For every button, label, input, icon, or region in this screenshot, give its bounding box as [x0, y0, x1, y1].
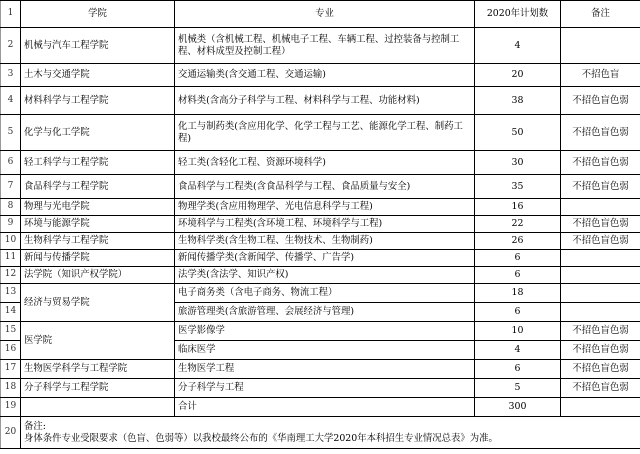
remark-cell [561, 284, 640, 303]
major-cell: 环境科学与工程类(含环境工程、环境科学与工程) [175, 216, 475, 233]
total-label: 合计 [175, 398, 475, 417]
row-number: 13 [1, 284, 21, 303]
table-row [1, 175, 640, 199]
remark-cell: 不招色盲色弱 [561, 175, 640, 199]
college-cell: 法学院（知识产权学院） [21, 267, 175, 284]
row-number: 6 [1, 151, 21, 175]
remark-cell: 不招色盲色弱 [561, 322, 640, 341]
row-number: 3 [1, 64, 21, 87]
remark-cell: 不招色盲色弱 [561, 233, 640, 250]
plan-cell: 10 [475, 322, 561, 341]
row-number: 10 [1, 233, 21, 250]
college-cell: 化学与化工学院 [21, 115, 175, 151]
major-cell: 生物医学工程 [175, 360, 475, 379]
college-cell: 新闻与传播学院 [21, 250, 175, 267]
table-row [1, 250, 640, 267]
major-cell: 医学影像学 [175, 322, 475, 341]
table-row [1, 360, 640, 379]
remark-cell: 不招色盲色弱 [561, 151, 640, 175]
college-cell [21, 398, 175, 417]
major-cell: 电子商务类（含电子商务、物流工程） [175, 284, 475, 303]
major-cell: 生物科学类(含生物工程、生物技术、生物制药) [175, 233, 475, 250]
row-number: 1 [1, 1, 21, 28]
row-number: 4 [1, 87, 21, 115]
college-cell: 分子科学与工程学院 [21, 379, 175, 398]
plan-cell: 22 [475, 216, 561, 233]
remark-cell [561, 267, 640, 284]
remark-cell [561, 199, 640, 216]
row-number: 17 [1, 360, 21, 379]
plan-cell: 38 [475, 87, 561, 115]
table-row [1, 151, 640, 175]
plan-cell: 20 [475, 64, 561, 87]
college-cell: 食品科学与工程学院 [21, 175, 175, 199]
major-cell: 化工与制药类(含应用化学、化学工程与工艺、能源化学工程、制药工程) [175, 115, 475, 151]
major-cell: 轻工类(含轻化工程、资源环境科学) [175, 151, 475, 175]
remark-cell: 不招色盲色弱 [561, 360, 640, 379]
header-row [1, 1, 640, 28]
row-number: 15 [1, 322, 21, 341]
remark-cell: 不招色盲色弱 [561, 115, 640, 151]
table-row [1, 64, 640, 87]
plan-cell: 6 [475, 267, 561, 284]
remark-cell: 不招色盲色弱 [561, 87, 640, 115]
college-cell: 医学院 [21, 322, 175, 360]
plan-cell: 18 [475, 284, 561, 303]
table-row [1, 284, 640, 303]
college-cell: 生物科学与工程学院 [21, 233, 175, 250]
college-header: 学院 [21, 1, 175, 28]
total-row [1, 398, 640, 417]
remark-cell [561, 398, 640, 417]
major-header: 专业 [175, 1, 475, 28]
footer-note [21, 417, 640, 449]
table-row [1, 199, 640, 216]
plan-header: 2020年计划数 [475, 1, 561, 28]
row-number: 12 [1, 267, 21, 284]
plan-cell: 50 [475, 115, 561, 151]
row-number: 14 [1, 303, 21, 322]
footer-text: 身体条件专业受限要求（色盲、色弱等）以我校最终公布的《华南理工大学2020年本科招生专业情况总表》为准。 [24, 432, 498, 444]
remark-cell: 不招色盲色弱 [561, 341, 640, 360]
college-cell: 材料科学与工程学院 [21, 87, 175, 115]
college-cell: 物理与光电学院 [21, 199, 175, 216]
remark-cell: 不招色盲 [561, 64, 640, 87]
table-row [1, 115, 640, 151]
table-row [1, 322, 640, 341]
row-number: 11 [1, 250, 21, 267]
college-cell: 土木与交通学院 [21, 64, 175, 87]
table-row [1, 28, 640, 64]
remark-cell: 不招色盲色弱 [561, 379, 640, 398]
table-row [1, 267, 640, 284]
row-number: 8 [1, 199, 21, 216]
footer-label: 备注: [24, 420, 46, 432]
college-cell: 生物医学科学与工程学院 [21, 360, 175, 379]
row-number: 19 [1, 398, 21, 417]
plan-cell: 6 [475, 250, 561, 267]
row-number: 18 [1, 379, 21, 398]
plan-cell: 4 [475, 341, 561, 360]
major-cell: 物理学类(含应用物理学、光电信息科学与工程) [175, 199, 475, 216]
plan-cell: 35 [475, 175, 561, 199]
plan-cell: 5 [475, 379, 561, 398]
college-cell: 机械与汽车工程学院 [21, 28, 175, 64]
major-cell: 材料类(含高分子科学与工程、材料科学与工程、功能材料) [175, 87, 475, 115]
plan-cell: 26 [475, 233, 561, 250]
remark-header: 备注 [561, 1, 640, 28]
major-cell: 旅游管理类(含旅游管理、会展经济与管理) [175, 303, 475, 322]
table-row [1, 379, 640, 398]
college-cell: 经济与贸易学院 [21, 284, 175, 322]
footer-row [1, 417, 640, 449]
remark-cell [561, 250, 640, 267]
major-cell: 食品科学与工程类(含食品科学与工程、食品质量与安全) [175, 175, 475, 199]
major-cell: 法学类(含法学、知识产权) [175, 267, 475, 284]
row-number: 9 [1, 216, 21, 233]
plan-cell: 6 [475, 303, 561, 322]
plan-cell: 6 [475, 360, 561, 379]
table-row [1, 216, 640, 233]
plan-cell: 4 [475, 28, 561, 64]
table-row [1, 87, 640, 115]
row-number: 5 [1, 115, 21, 151]
major-cell: 机械类（含机械工程、机械电子工程、车辆工程、过控装备与控制工程、材料成型及控制工程） [175, 28, 475, 64]
total-value: 300 [475, 398, 561, 417]
major-cell: 分子科学与工程 [175, 379, 475, 398]
remark-cell [561, 28, 640, 64]
row-number: 20 [1, 417, 21, 449]
major-cell: 临床医学 [175, 341, 475, 360]
row-number: 16 [1, 341, 21, 360]
major-cell: 新闻传播学类(含新闻学、传播学、广告学) [175, 250, 475, 267]
plan-cell: 16 [475, 199, 561, 216]
row-number: 2 [1, 28, 21, 64]
remark-cell: 不招色盲色弱 [561, 216, 640, 233]
college-cell: 环境与能源学院 [21, 216, 175, 233]
remark-cell [561, 303, 640, 322]
college-cell: 轻工科学与工程学院 [21, 151, 175, 175]
table-row [1, 233, 640, 250]
row-number: 7 [1, 175, 21, 199]
major-cell: 交通运输类(含交通工程、交通运输) [175, 64, 475, 87]
plan-cell: 30 [475, 151, 561, 175]
